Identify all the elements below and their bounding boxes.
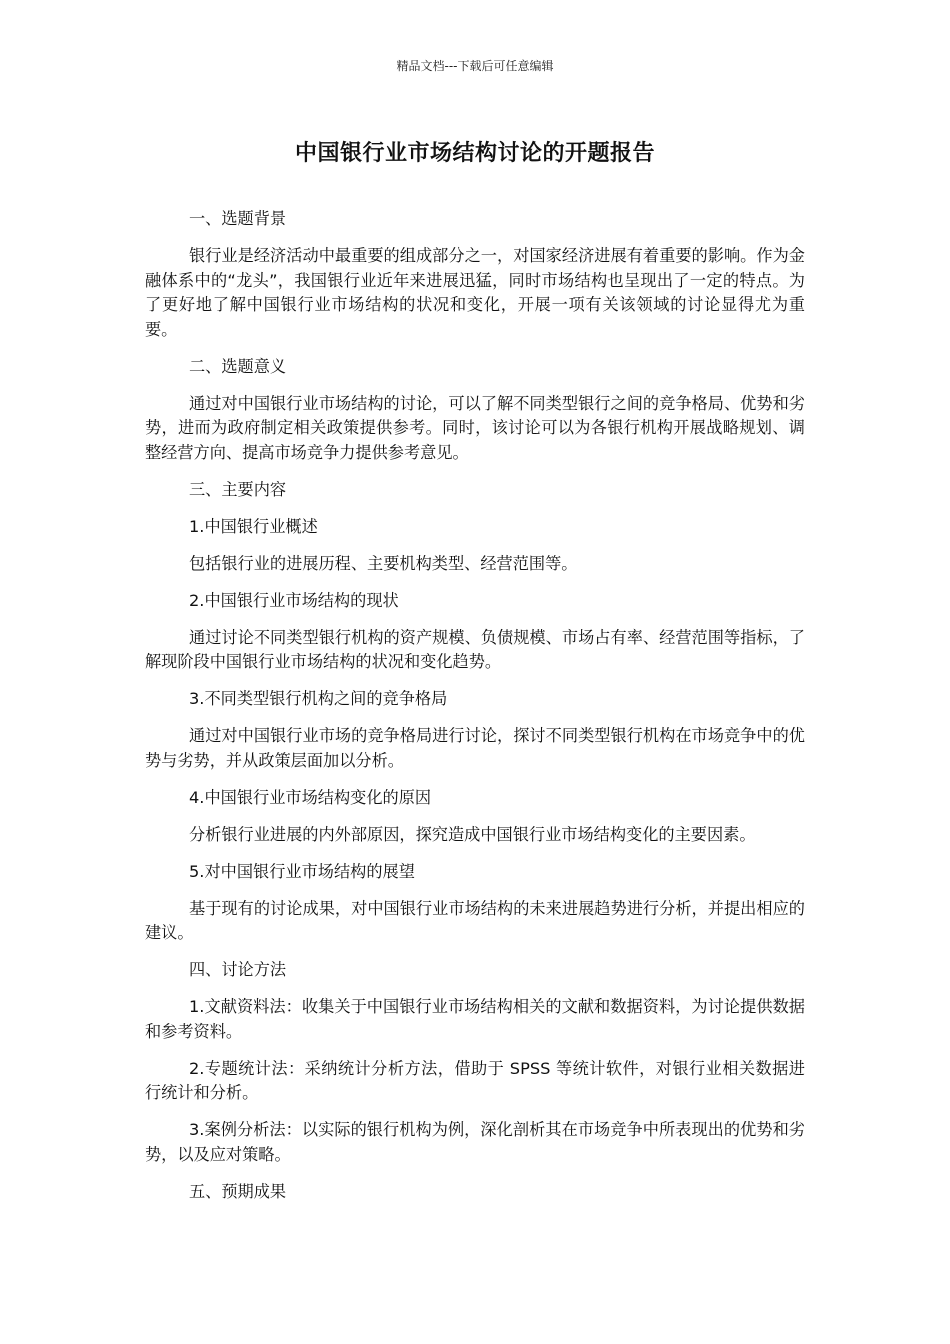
page-header-note: 精品文档---下载后可任意编辑 xyxy=(396,59,554,73)
subheading-outlook: 5.对中国银行业市场结构的展望 xyxy=(189,861,415,881)
paragraph-method-literature: 1.文献资料法：收集关于中国银行业市场结构相关的文献和数据资料，为讨论提供数据和参考资料。 xyxy=(145,997,805,1041)
paragraph-competition: 通过对中国银行业市场的竞争格局进行讨论，探讨不同类型银行机构在市场竞争中的优势与劣势，并从政策层面加以分析。 xyxy=(145,726,805,770)
section-heading-significance: 二、选题意义 xyxy=(189,356,287,376)
section-heading-background: 一、选题背景 xyxy=(189,209,287,228)
subheading-causes: 4.中国银行业市场结构变化的原因 xyxy=(189,787,432,807)
subheading-competition: 3.不同类型银行机构之间的竞争格局 xyxy=(189,689,448,708)
document-title: 中国银行业市场结构讨论的开题报告 xyxy=(294,141,655,166)
paragraph-current-status: 通过讨论不同类型银行机构的资产规模、负债规模、市场占有率、经营范围等指标，了解现阶段中国银行业市场结构的状况和变化趋势。 xyxy=(145,627,805,671)
paragraph-outlook: 基于现有的讨论成果，对中国银行业市场结构的未来进展趋势进行分析，并提出相应的建议。 xyxy=(145,898,805,942)
section-heading-content: 三、主要内容 xyxy=(189,479,287,499)
paragraph-significance: 通过对中国银行业市场结构的讨论，可以了解不同类型银行之间的竞争格局、优势和劣势，进而为政府制定相关政策提供参考。同时，该讨论可以为各银行机构开展战略规划、调整经营方向、提高市场竞争力提供参考意见。 xyxy=(145,393,805,462)
section-heading-expected-results: 五、预期成果 xyxy=(189,1181,287,1201)
document-body xyxy=(145,207,805,1217)
subheading-overview: 1.中国银行业概述 xyxy=(189,516,318,536)
paragraph-method-case-study: 3.案例分析法：以实际的银行机构为例，深化剖析其在市场竞争中所表现出的优势和劣势，以及应对策略。 xyxy=(145,1120,805,1164)
paragraph-method-statistics: 2.专题统计法：采纳统计分析方法，借助于 SPSS 等统计软件，对银行业相关数据进行统计和分析。 xyxy=(145,1058,805,1102)
paragraph-causes: 分析银行业进展的内外部原因，探究造成中国银行业市场结构变化的主要因素。 xyxy=(189,824,756,844)
section-heading-methods: 四、讨论方法 xyxy=(189,960,287,979)
subheading-current-status: 2.中国银行业市场结构的现状 xyxy=(189,590,399,610)
paragraph-background: 银行业是经济活动中最重要的组成部分之一，对国家经济进展有着重要的影响。作为金融体系中的“龙头”，我国银行业近年来进展迅猛，同时市场结构也呈现出了一定的特点。为了更好地了解中国银行业市场结构的状况和变化，开展一项有关该领域的讨论显得尤为重要。 xyxy=(145,246,805,339)
paragraph-overview: 包括银行业的进展历程、主要机构类型、经营范围等。 xyxy=(189,553,578,573)
